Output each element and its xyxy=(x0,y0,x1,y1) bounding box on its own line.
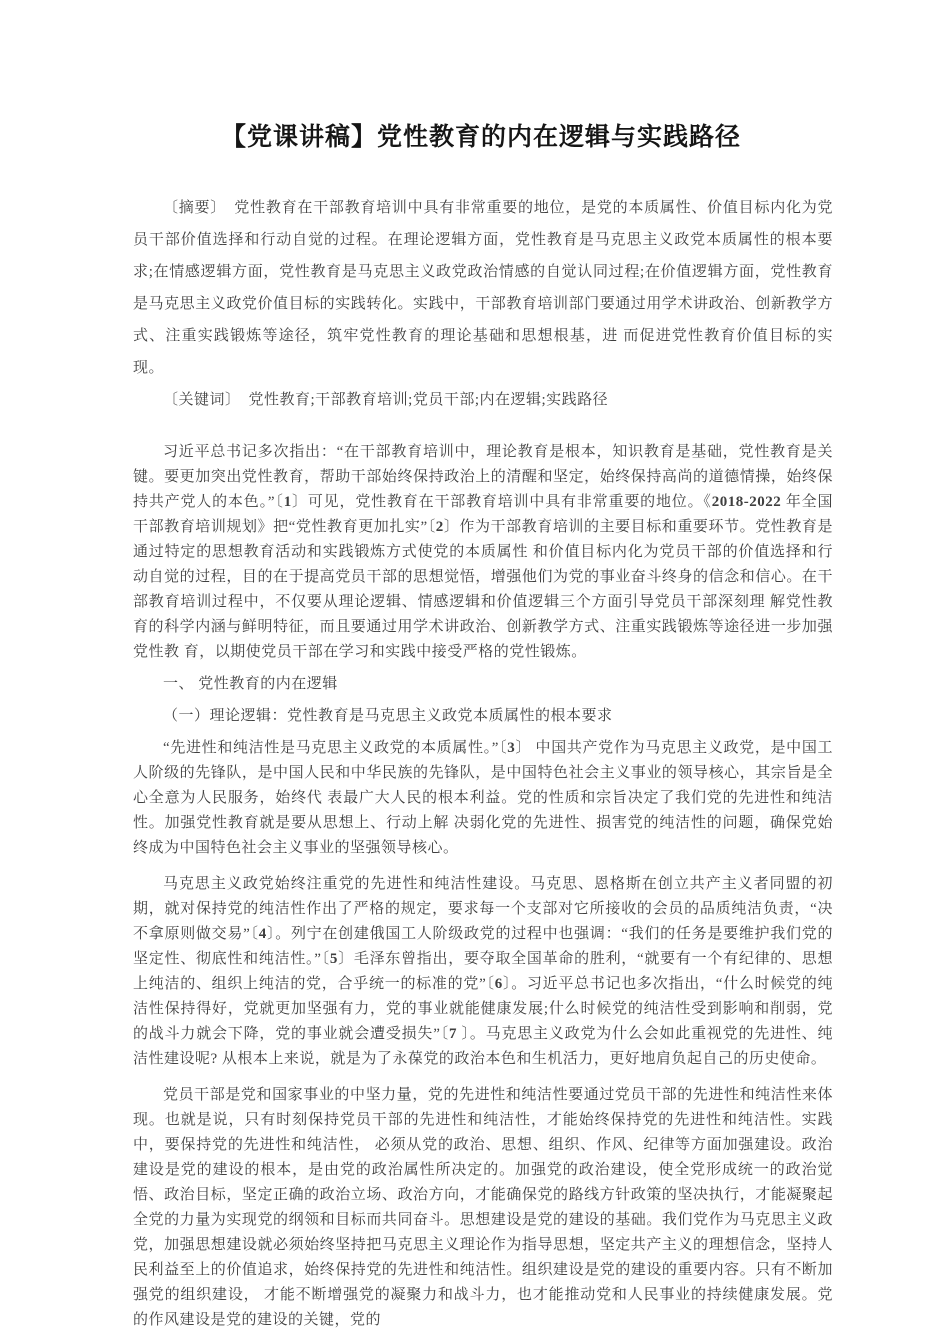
bold-text-run: 2 xyxy=(435,519,444,535)
para-cadre-role xyxy=(133,1083,833,1333)
text-run: 〕 中国共产党作为马克思主义政党，是中国工人阶级的先锋队，是中国人民和中华民族的先锋队，是中国特色社会主义事业的领导核心，其宗旨是全心全意为人民服务，始终代 表最广大人民的根本利益。党的性质和宗旨决定了我们党的先进性和纯洁性。加强党性教育就是要从思想上、行动上解 决弱化党的先进性、损害党的纯洁性的问题，确保党始终成为中国特色社会主义事业的坚强领导核心。 xyxy=(133,740,833,856)
text-run: 一、 党性教育的内在逻辑 xyxy=(163,676,338,692)
text-run: 〕作为干部教育培训的主要目标和重要环节。党性教育是通过特定的思想教育活动和实践锻炼方式使党的本质属性 和价值目标内化为党员干部的价值选择和行动自觉的过程，目的在于提高党员干部的思想觉悟，增强他们为党的事业奋斗终身的信念和信心。在干部教育培训过程中，不仅要从理论逻辑、情感逻辑和价值逻辑三个方面引导党员干部深刻理 解党性教育的科学内涵与鲜明特征，而且要通过用学术讲政治、创新教学方式、注重实践锻炼等途径进一步加强党性教 育，以期使党员干部在学习和实践中接受严格的党性锻炼。 xyxy=(133,519,833,660)
text-run: 〔摘要〕 党性教育在干部教育培训中具有非常重要的地位，是党的本质属性、价值目标内化为党员干部价值选择和行动自觉的过程。在理论逻辑方面，党性教育是马克思主义政党本质属性的根本要求;在情感逻辑方面，党性教育是马克思主义政党政治情感的自觉认同过程;在价值逻辑方面，党性教育是马克思主义政党价值目标的实践转化。实践中，干部教育培训部门要通过用学术讲政治、创新教学方式、注重实践锻炼等途径，筑牢党性教育的理论基础和思想根基，进 而促进党性教育价值目标的实现。 xyxy=(133,200,833,376)
abstract-paragraph xyxy=(133,192,833,384)
text-run: 〕可见，党性教育在干部教育培训中具有非常重要的地位。《 xyxy=(291,494,712,510)
text-run: （一）理论逻辑：党性教育是马克思主义政党本质属性的根本要求 xyxy=(163,708,613,724)
document-title: 【党课讲稿】党性教育的内在逻辑与实践路径 xyxy=(220,123,741,151)
section-1-1-heading xyxy=(133,704,833,729)
text-run: 年全国干部教育培训规划》把“党性教育更加扎实”〔 xyxy=(133,494,833,535)
text-run: 马克思主义政党始终注重党的先进性和纯洁性建设。马克思、恩格斯在创立共产主义者同盟的初期，就对保持党的纯洁性作出了严格的规定，要求每一个支部对它所接收的会员的品质纯洁负责，“决不拿原则做交易”〔 xyxy=(133,876,833,942)
bold-text-run: 7 xyxy=(449,1026,457,1042)
bold-text-run: 4 xyxy=(258,926,267,942)
text-run: “先进性和纯洁性是马克思主义政党的本质属性。”〔 xyxy=(163,740,508,756)
text-run: 〕。马克思主义政党为什么会如此重视党的先进性、纯洁性建设呢? 从根本上来说，就是为了永葆党的政治本色和生机活力，更好地肩负起自己的历史使命。 xyxy=(133,1026,833,1067)
text-run: 党员干部是党和国家事业的中坚力量，党的先进性和纯洁性要通过党员干部的先进性和纯洁性来体现。也就是说，只有时刻保持党员干部的先进性和纯洁性，才能始终保持党的先进性和纯洁性。实践中，要保持党的先进性和纯洁性， 必须从党的政治、思想、组织、作风、纪律等方面加强建设。政治建设是党的建设的根本，是由党的政治属性所决定的。加强党的政治建设，使全党形成统一的政治觉悟、政治目标，坚定正确的政治立场、政治方向，才能确保党的路线方针政策的坚决执行，才能凝聚起全党的力量为实现党的纲领和目标而共同奋斗。思想建设是党的建设的基础。我们党作为马克思主义政党，加强思想建设就必须始终坚持把马克思主义理论作为指导思想，坚定共产主义的理想信念，坚持人民利益至上的价值追求，始终保持党的先进性和纯洁性。组织建设是党的建设的重要内容。只有不断加强党的组织建设， 才能不断增强党的凝聚力和战斗力，也才能推动党和人民事业的持续健康发展。党的作风建设是党的建设的关键，党的 xyxy=(133,1087,833,1328)
bold-text-run: 6 xyxy=(494,976,503,992)
text-run: 〔关键词〕 党性教育;干部教育培训;党员干部;内在逻辑;实践路径 xyxy=(163,392,609,408)
document-body xyxy=(133,192,833,1333)
bold-text-run: 5 xyxy=(329,951,338,967)
section-1-heading xyxy=(133,672,833,697)
text-run: 〕毛泽东曾指出，要夺取全国革命的胜利，“就要有一个有纪律的、思想上纯洁的、组织上纯洁的党，合乎统一的标准的党”〔 xyxy=(133,951,833,992)
intro-paragraph xyxy=(133,440,833,665)
bold-text-run: 3 xyxy=(507,740,516,756)
text-run: 〕。习近平总书记也多次指出，“什么时候党的纯洁性保持得好，党就更加坚强有力，党的事业就能健康发展;什么时候党的纯洁性受到影响和削弱，党的战斗力就会下降，党的事业就会遭受损失”〔 xyxy=(133,976,833,1042)
bold-text-run: 2018-2022 xyxy=(711,494,782,510)
para-marxist-purity xyxy=(133,872,833,1072)
bold-text-run: 1 xyxy=(283,494,292,510)
text-run: 〕。列宁在创建俄国工人阶级政党的过程中也强调：“我们的任务是要维护我们党的坚定性、彻底性和纯洁性。”〔 xyxy=(133,926,833,967)
text-run: 习近平总书记多次指出：“在干部教育培训中，理论教育是根本，知识教育是基础，党性教育是关键。要更加突出党性教育，帮助干部始终保持政治上的清醒和坚定，始终保持高尚的道德情操，始终保持共产党人的本色。”〔 xyxy=(133,444,833,510)
keywords-paragraph xyxy=(133,384,833,416)
para-party-essence xyxy=(133,736,833,861)
